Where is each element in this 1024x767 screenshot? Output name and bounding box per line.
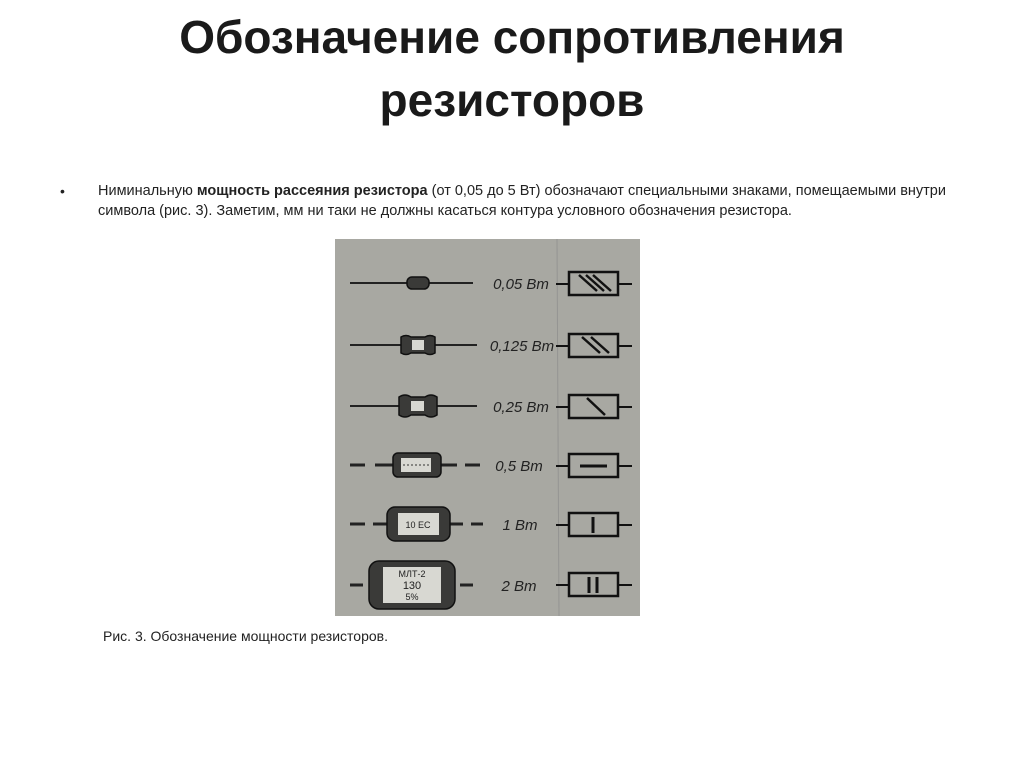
bullet-text-bold: мощность рассеяния резистора <box>196 183 428 199</box>
title-line-2: резисторов <box>379 74 645 126</box>
bullet-text-end: (от 0,05 до 5 Вт) обозначают специальными знаками, помещаемыми внутри символа (рис. 3). Заметим, мм ни таки не должны касаться контура условного обозначения резистора. <box>98 183 946 219</box>
bullet-text-start: Ниминальную <box>98 183 197 199</box>
bullet-icon: • <box>60 183 65 199</box>
figure-drawing <box>335 239 640 616</box>
power-label: 1 Вт <box>502 517 538 534</box>
figure-caption: Рис. 3. Обозначение мощности резисторов. <box>103 628 388 644</box>
resistor-power-figure <box>335 239 640 616</box>
power-label: 0,125 Вт <box>489 338 555 355</box>
power-label: 0,25 Вт <box>493 399 549 416</box>
bullet-paragraph <box>98 181 968 221</box>
title-line-1: Обозначение сопротивления <box>179 11 845 63</box>
slide-title <box>80 6 944 132</box>
resistor-body <box>407 277 429 289</box>
power-label: 0,05 Вт <box>493 276 549 293</box>
body-marking: 10 ЕС <box>405 520 431 530</box>
body-marking: 5% <box>405 592 419 602</box>
body-marking: МЛТ-2 <box>398 569 426 579</box>
body-marking: 130 <box>402 580 422 592</box>
power-label: 2 Вт <box>501 578 537 595</box>
power-label: 0,5 Вт <box>495 458 543 475</box>
